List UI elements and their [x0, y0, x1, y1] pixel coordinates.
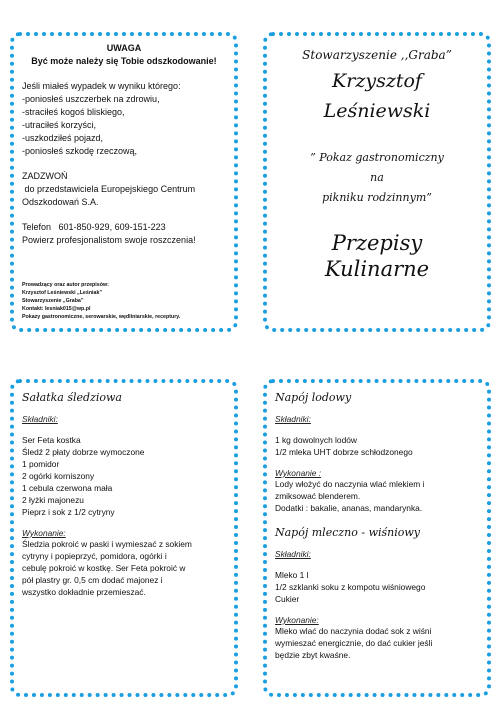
cover-show: na: [370, 171, 384, 184]
cover-org: Stowarzyszenie ,,Graba”: [302, 48, 452, 62]
cover-panel: [263, 32, 491, 332]
advert-phone: Telefon 601-850-929, 609-151-223: [22, 222, 166, 232]
recipe-title: Napój lodowy: [275, 391, 352, 404]
cover-show: ” Pokaz gastronomiczny: [310, 151, 444, 164]
advert-item: -uszkodziłeś pojazd,: [22, 133, 104, 143]
cover-show: pikniku rodzinnym”: [322, 191, 432, 204]
recipe-title: Napój mleczno - wiśniowy: [275, 526, 421, 539]
organizer-line: Prowadzący oraz autor przepisów:: [22, 282, 109, 288]
method-label: Wykonanie:: [275, 615, 319, 625]
ingredient: 1 cebula czerwona mała: [22, 483, 113, 493]
ingredient: Pieprz i sok z 1/2 cytryny: [22, 507, 115, 517]
method-line: zmiksować blenderem.: [275, 491, 361, 501]
advert-call-to: Odszkodowań S.A.: [22, 197, 99, 207]
drinks-recipe-panel: [263, 379, 491, 697]
method-label: Wykonanie :: [275, 468, 322, 478]
ingredient: 1/2 szklanki soku z kompotu wiśniowego: [275, 582, 426, 592]
advert-headline: Być może należy się Tobie odszkodowanie!: [31, 56, 217, 66]
ingredient: Ser Feta kostka: [22, 435, 81, 445]
advert-item: -poniosłeś uszczerbek na zdrowiu,: [22, 94, 160, 104]
method-line: Mleko wlać do naczynia dodać sok z wiśni: [275, 626, 432, 636]
method-line: wszystko dokładnie przemieszać.: [22, 587, 146, 597]
ingredient: 1/2 mleka UHT dobrze schłodzonego: [275, 447, 413, 457]
ingredient: 1 pomidor: [22, 459, 60, 469]
method-line: Dodatki : bakalie, ananas, mandarynka.: [275, 503, 423, 513]
organizer-line: Stowarzyszenie „Graba”: [22, 298, 84, 304]
salad-recipe-panel: [10, 379, 238, 697]
advert-title: UWAGA: [106, 43, 142, 53]
ingredient: Śledź 2 płaty dobrze wymoczone: [22, 447, 145, 457]
method-line: Lody włożyć do naczynia wlać mlekiem i: [275, 479, 425, 489]
cover-name: Leśniewski: [323, 100, 431, 122]
advert-item: -straciłeś kogoś bliskiego,: [22, 107, 125, 117]
ingredients-label: Składniki:: [275, 414, 311, 424]
method-line: Śledzia pokroić w paski i wymieszać z sokiem: [22, 539, 192, 549]
organizer-line: Pokazy gastronomiczne, serowarskie, wędliniarskie, receptury.: [22, 314, 181, 320]
ingredients-label: Składniki:: [275, 549, 311, 559]
ingredient: Mleko 1 l: [275, 570, 309, 580]
advert-intro: Jeśli miałeś wypadek w wyniku którego:: [22, 81, 181, 91]
recipe-title: Sałatka śledziowa: [22, 391, 122, 404]
method-line: wymieszać energicznie, do dać cukier jeśli: [275, 638, 433, 648]
ingredients-label: Składniki:: [22, 414, 58, 424]
method-line: będzie zbyt kwaśne.: [275, 650, 351, 660]
method-label: Wykonanie:: [22, 528, 66, 538]
organizer-line: Kontakt: lesniak015@wp.pl: [22, 306, 91, 312]
method-line: pół plastry gr. 0,5 cm dodać majonez i: [22, 575, 163, 585]
advert-item: -utraciłeś korzyści,: [22, 120, 97, 130]
ingredient: Cukier: [275, 594, 300, 604]
ingredient: 1 kg dowolnych lodów: [275, 435, 357, 445]
organizer-line: Krzysztof Leśniewski „Leśniak”: [22, 290, 103, 296]
advert-call: ZADZWOŃ: [22, 171, 68, 181]
cover-name: Krzysztof: [332, 70, 422, 92]
method-line: cebulę pokroić w kostkę. Ser Feta pokroić w: [22, 563, 186, 573]
advert-item: -poniosłeś szkodę rzeczową,: [22, 146, 138, 156]
cover-recipes: Przepisy: [331, 231, 423, 255]
advert-call-to: do przedstawiciela Europejskiego Centrum: [22, 184, 196, 194]
ingredient: 2 ogórki korniszony: [22, 471, 95, 481]
cover-recipes: Kulinarne: [324, 257, 430, 281]
advert-panel: [10, 32, 238, 332]
method-line: cytryny i popieprzyć, pomidora, ogórki i: [22, 551, 167, 561]
advert-entrust: Powierz profesjonalistom swoje roszczenia!: [22, 235, 196, 245]
ingredient: 2 łyżki majonezu: [22, 495, 84, 505]
